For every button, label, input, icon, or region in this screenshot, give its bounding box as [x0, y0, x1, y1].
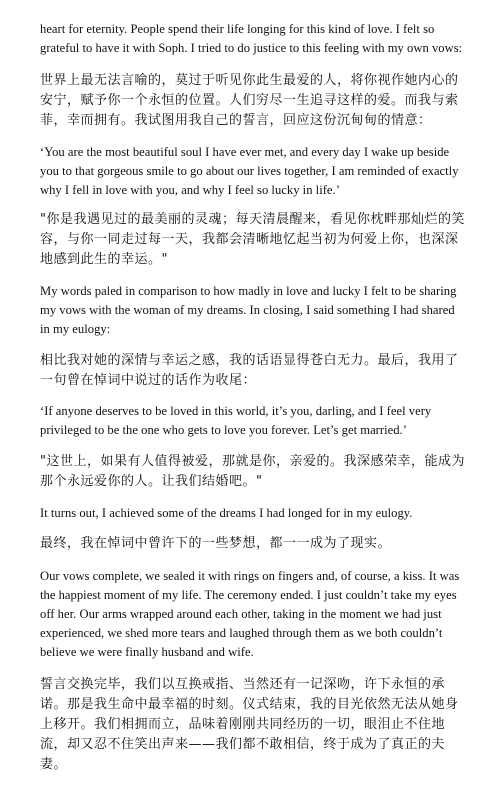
paragraph-chinese: 相比我对她的深情与幸运之感，我的话语显得苍白无力。最后，我用了一句曾在悼词中说过的话作为收尾： [40, 353, 459, 388]
paragraph-chinese-vow: "你是我遇见过的最美丽的灵魂；每天清晨醒来，看见你枕畔那灿烂的笑容，与你一同走过每一天，我都会清晰地忆起当初为何爱上你，也深深地感到此生的幸运。" [40, 212, 465, 267]
paragraph-english-quote: ‘If anyone deserves to be loved in this world, it’s you, darling, and I feel very privileged to be the one who gets to love you forever. Let’s get married.’ [40, 404, 432, 437]
paragraph-english: It turns out, I achieved some of the dreams I had longed for in my eulogy. [40, 506, 413, 520]
paragraph-chinese: 最终，我在悼词中曾许下的一些梦想，都一一成为了现实。 [40, 536, 392, 551]
document-page [40, 20, 465, 788]
paragraph-chinese: 世界上最无法言喻的，莫过于听见你此生最爱的人，将你视作她内心的安宁，赋予你一个永恒的位置。人们穷尽一生追寻这样的爱。而我与索菲，幸而拥有。我试图用我自己的誓言，回应这份沉甸甸的情意： [40, 73, 459, 128]
paragraph-english: My words paled in comparison to how madly in love and lucky I felt to be sharing my vows with the woman of my dreams. In closing, I said something I had shared in my eulogy: [40, 284, 457, 336]
paragraph-chinese-quote: "这世上，如果有人值得被爱，那就是你，亲爱的。我深感荣幸，能成为那个永远爱你的人。让我们结婚吧。" [40, 454, 465, 489]
paragraph-chinese: 誓言交换完毕，我们以互换戒指、当然还有一记深吻，许下永恒的承诺。那是我生命中最幸福的时刻。仪式结束，我的目光依然无法从她身上移开。我们相拥而立，品味着刚刚共同经历的一切，眼泪止不住地流，却又忍不住笑出声来——我们都不敢相信，终于成为了真正的夫妻。 [40, 677, 459, 772]
paragraph-english: Our vows complete, we sealed it with rings on fingers and, of course, a kiss. It was the happiest moment of my life. The ceremony ended. I just couldn’t take my eyes off her. Our arms wrapped around each other, taking in the moment we had just experienced, we shed more tears and laughed through them as we both couldn’t believe we were finally husband and wife. [40, 569, 460, 659]
paragraph-english: heart for eternity. People spend their life longing for this kind of love. I felt so grateful to have it with Soph. I tried to do justice to this feeling with my own vows: [40, 22, 463, 55]
paragraph-english-vow: ‘You are the most beautiful soul I have ever met, and every day I wake up beside you to that gorgeous smile to go about our lives together, I am reminded of exactly why I fell in love with you, and why I feel so lucky in life.’ [40, 145, 459, 197]
